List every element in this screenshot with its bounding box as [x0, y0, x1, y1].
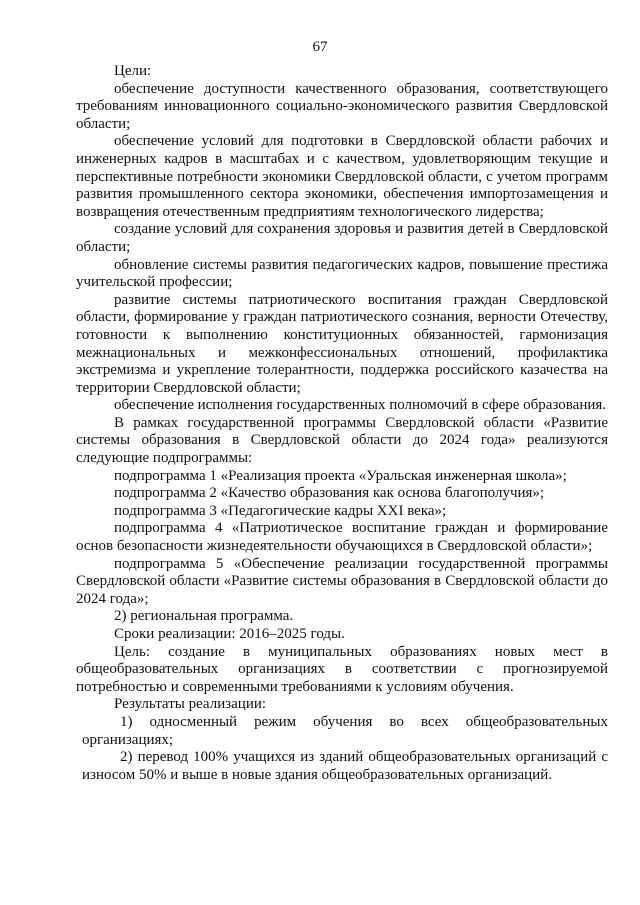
document-body: [76, 63, 608, 784]
subprograms-intro: В рамках государственной программы Свердловской области «Развитие системы образования в Свердловской области до 2024 года» реализуются следующие подпрограммы:: [76, 414, 608, 467]
goal-paragraph: обновление системы развития педагогических кадров, повышение престижа учительской профессии;: [76, 256, 608, 291]
result-item: 2) перевод 100% учащихся из зданий общеобразовательных организаций с износом 50% и выше в новые здания общеобразовательных организаций.: [82, 749, 608, 783]
goal-paragraph: обеспечение условий для подготовки в Свердловской области рабочих и инженерных кадров в масштабах и с качеством, удовлетворяющим текущие и перспективные потребности экономики Свердловской области, с учетом программ развития промышленного сектора экономики, обеспечения импортозамещения и возвращения отечественным предприятиям технологического лидерства;: [76, 133, 608, 220]
goal-paragraph: обеспечение исполнения государственных полномочий в сфере образования.: [114, 397, 607, 414]
subprogram-item: подпрограмма 3 «Педагогические кадры XXI века»;: [114, 502, 447, 519]
results-heading: Результаты реализации:: [114, 696, 267, 713]
goals-heading: Цели:: [114, 63, 152, 79]
subprogram-item: подпрограмма 1 «Реализация проекта «Уральская инженерная школа»;: [114, 467, 567, 484]
result-item: 1) односменный режим обучения во всех общеобразовательных организациях;: [82, 713, 608, 748]
subprogram-item: подпрограмма 4 «Патриотическое воспитание граждан и формирование основ безопасности жизнедеятельности обучающихся в Свердловской области»;: [76, 520, 608, 555]
goal-paragraph: развитие системы патриотического воспитания граждан Свердловской области, формирование у граждан патриотического сознания, верности Отечеству, готовности к выполнению конституционных обязанностей, гармонизация межнациональных и межконфессиональных отношений, профилактика экстремизма и укрепление толерантности, поддержка российского казачества на территории Свердловской области;: [76, 291, 608, 396]
goal-paragraph: создание условий для сохранения здоровья и развития детей в Свердловской области;: [76, 221, 608, 255]
implementation-period: Сроки реализации: 2016–2025 годы.: [114, 626, 345, 642]
regional-program: 2) региональная программа.: [114, 608, 294, 625]
subprogram-item: подпрограмма 5 «Обеспечение реализации государственной программы Свердловской области «Развитие системы образования в Свердловской области до 2024 года»;: [76, 555, 608, 607]
program-goal: Цель: создание в муниципальных образованиях новых мест в общеобразовательных организациях в соответствии с прогнозируемой потребностью и современными требованиями к условиям обучения.: [76, 643, 608, 695]
goal-paragraph: обеспечение доступности качественного образования, соответствующего требованиям инновационного социально-экономического развития Свердловской области;: [76, 80, 608, 132]
page-number: 67: [312, 39, 328, 55]
subprogram-item: подпрограмма 2 «Качество образования как основа благополучия»;: [114, 485, 545, 502]
